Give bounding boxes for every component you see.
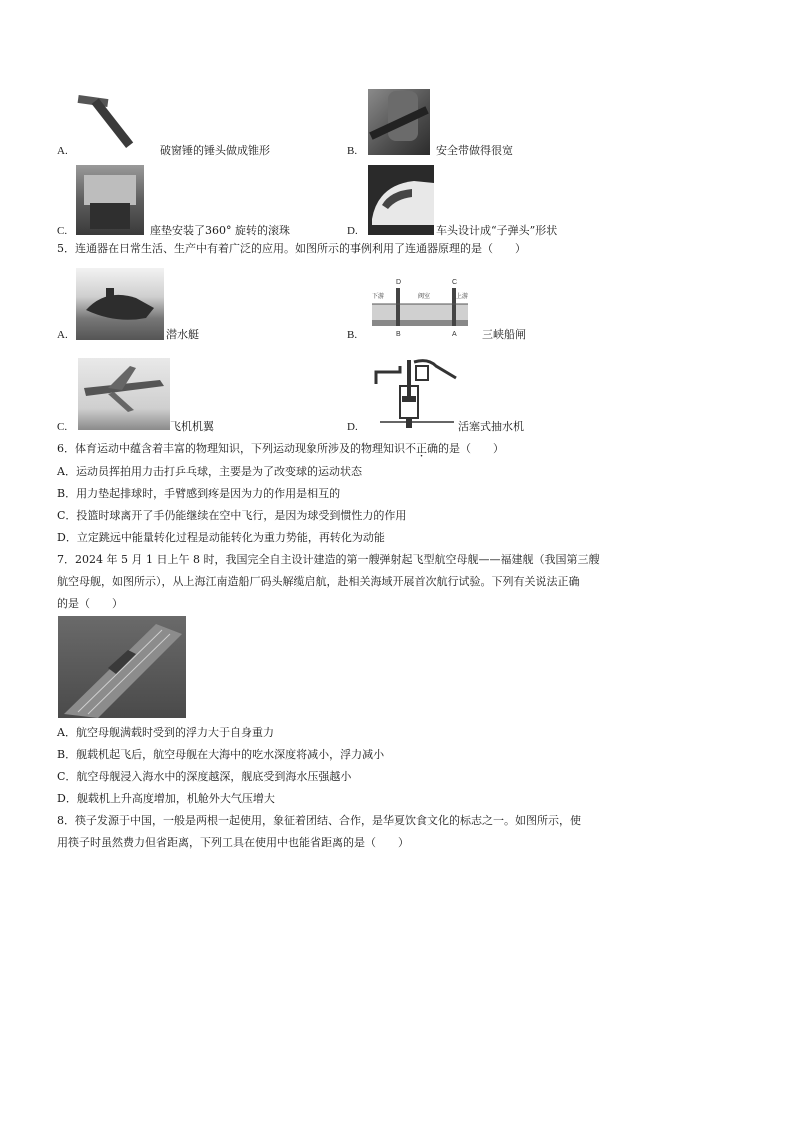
q4-option-a-text: 破窗锤的锤头做成锥形	[160, 144, 270, 157]
seatbelt-image	[368, 89, 430, 155]
q5-option-c-letter: C.	[57, 421, 68, 433]
q8-stem-line1: 8．筷子发源于中国，一般是两根一起使用，象征着团结、合作，是华夏饮食文化的标志之一。如图所示，使	[57, 814, 581, 827]
q6-stem	[57, 442, 504, 456]
q5-option-a-text: 潜水艇	[166, 328, 199, 341]
lock-label-a: A	[452, 331, 457, 338]
q7-stem-line1: 7．2024 年 5 月 1 日上午 8 时，我国完全自主设计建造的第一艘弹射起飞型航空母舰——福建舰（我国第三艘	[57, 553, 600, 566]
hammer-image	[76, 89, 152, 155]
q5-option-b-letter: B.	[347, 329, 358, 341]
q5-stem: 5．连通器在日常生活、生产中有着广泛的应用。如图所示的事例利用了连通器原理的是（ ）	[57, 242, 526, 255]
lock-label-c: C	[452, 279, 458, 286]
seat-ball-image	[76, 165, 144, 235]
q6-option-a: A．运动员挥拍用力击打乒乓球，主要是为了改变球的运动状态	[57, 465, 362, 478]
q7-option-d: D．舰载机上升高度增加，机舱外大气压增大	[57, 792, 275, 805]
q7-option-b: B．舰载机起飞后，航空母舰在大海中的吃水深度将减小，浮力减小	[57, 748, 385, 761]
airplane-image	[78, 358, 170, 430]
q6-stem-before: 6．体育运动中蕴含着丰富的物理知识，下列运动现象所涉及的物理知识	[57, 442, 405, 455]
q5-option-d-letter: D.	[347, 421, 358, 433]
submarine-image	[76, 268, 164, 340]
q7-option-a: A．航空母舰满载时受到的浮力大于自身重力	[57, 726, 274, 739]
q7-stem-line3: 的是（ ）	[57, 597, 123, 610]
q6-stem-emphasis: 不正确	[405, 442, 438, 455]
ship-lock-diagram	[368, 274, 472, 340]
piston-pump-diagram	[370, 356, 464, 430]
lock-label-mid: 阀室	[418, 293, 431, 300]
q4-option-b-text: 安全带做得很宽	[436, 144, 513, 157]
q6-option-b: B．用力垫起排球时，手臂感到疼是因为力的作用是相互的	[57, 487, 341, 500]
q4-option-c-letter: C.	[57, 225, 68, 237]
lock-label-right: 上游	[456, 293, 469, 300]
q4-option-c-text: 座垫安装了360° 旋转的滚珠	[150, 224, 290, 237]
q5-option-d-text: 活塞式抽水机	[458, 420, 524, 433]
q4-option-a-letter: A.	[57, 145, 68, 157]
q4-option-d-text: 车头设计成“子弹头”形状	[436, 224, 558, 237]
q6-option-c: C．投篮时球离开了手仍能继续在空中飞行，是因为球受到惯性力的作用	[57, 509, 407, 522]
bullet-train-image	[368, 165, 434, 235]
q5-option-b-text: 三峡船闸	[482, 328, 526, 341]
aircraft-carrier-image	[58, 616, 186, 718]
q5-option-c-text: 飞机机翼	[170, 420, 214, 433]
q4-option-b-letter: B.	[347, 145, 358, 157]
q7-option-c: C．航空母舰浸入海水中的深度越深，舰底受到海水压强越小	[57, 770, 352, 783]
q6-option-d: D．立定跳远中能量转化过程是动能转化为重力势能，再转化为动能	[57, 531, 385, 544]
q8-stem-line2: 用筷子时虽然费力但省距离，下列工具在使用中也能省距离的是（ ）	[57, 836, 409, 849]
lock-label-b: B	[396, 331, 401, 338]
lock-label-d: D	[396, 279, 402, 286]
q6-stem-after: 的是（ ）	[438, 442, 504, 455]
q7-stem-line2: 航空母舰，如图所示），从上海江南造船厂码头解缆启航，赴相关海域开展首次航行试验。下列有关说法正确	[57, 575, 580, 588]
lock-label-left: 下游	[372, 293, 385, 300]
q4-option-d-letter: D.	[347, 225, 358, 237]
q5-option-a-letter: A.	[57, 329, 68, 341]
